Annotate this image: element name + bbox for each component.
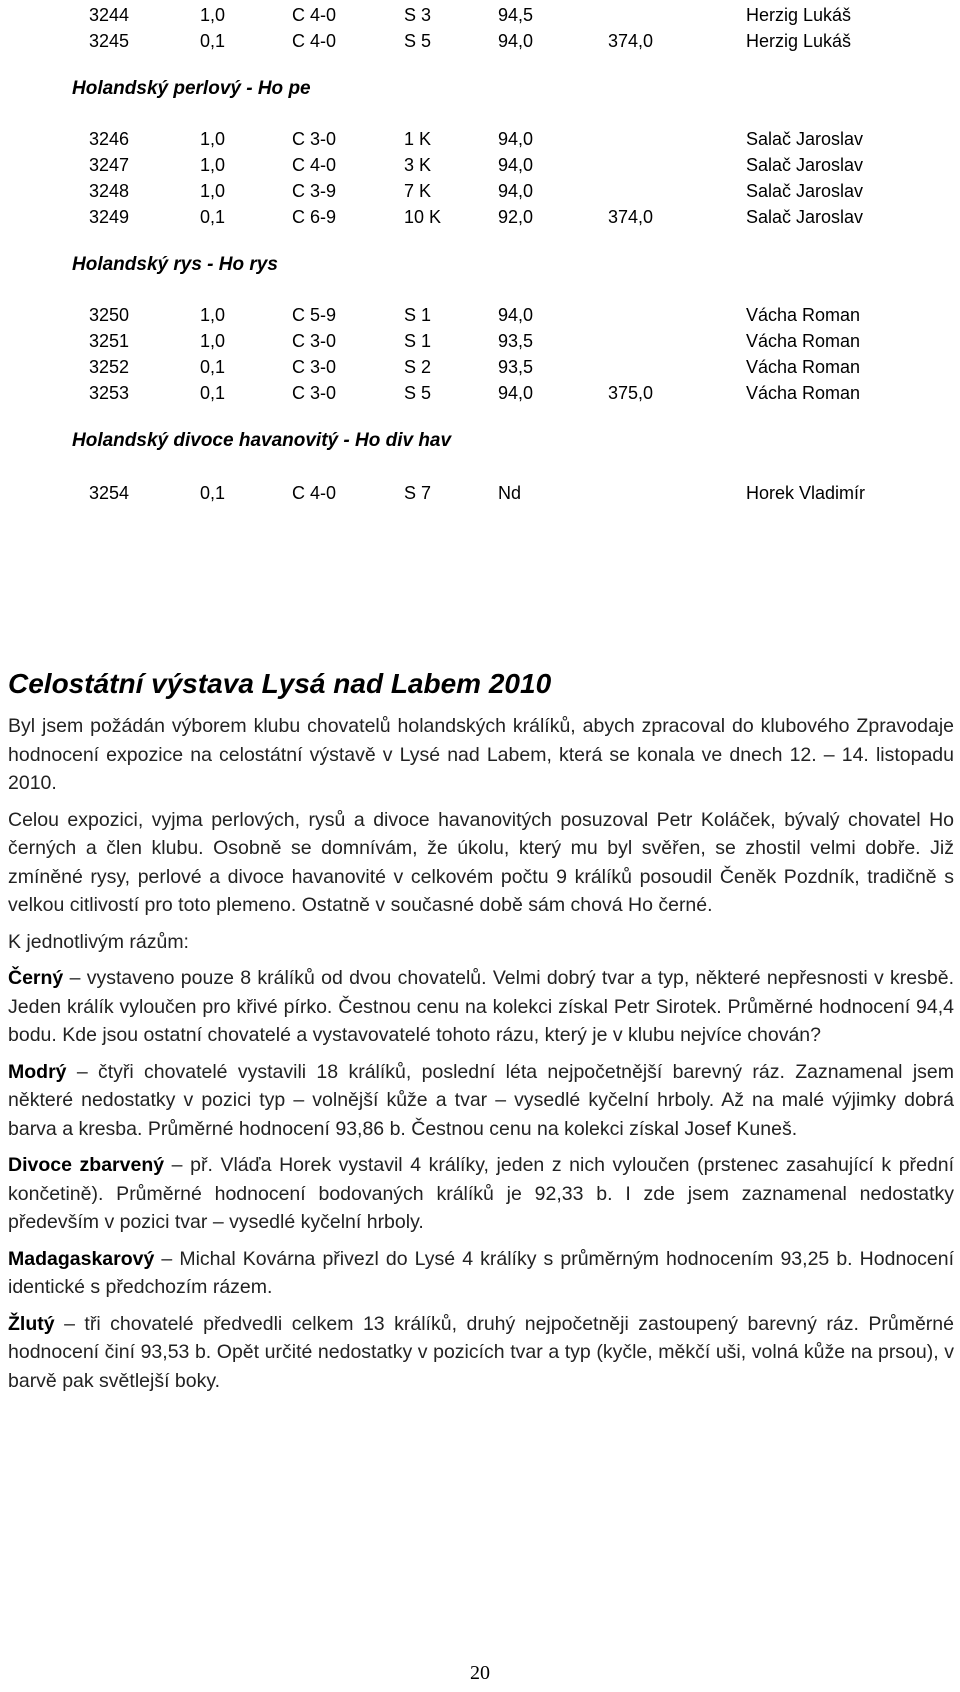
cell-score: 94,0 bbox=[498, 181, 534, 201]
table-row bbox=[0, 204, 960, 230]
article-paragraph bbox=[8, 1310, 954, 1396]
cell-sex: 0,1 bbox=[200, 31, 226, 51]
article-paragraph bbox=[8, 1151, 954, 1237]
cell-collection-total: 374,0 bbox=[608, 31, 654, 51]
cell-score: 94,5 bbox=[498, 5, 534, 25]
cell-sex: 0,1 bbox=[200, 207, 226, 227]
cell-entry-number: 3245 bbox=[89, 31, 130, 51]
table-row bbox=[0, 28, 960, 54]
paragraph-text: Byl jsem požádán výborem klubu chovatelů holandských králíků, abych zpracoval do klubového Zpravodaje hodnocení expozice na celostátní výstavě v Lysé nad Labem, která se konala ve dnech 12. – 14. listopadu 2010. bbox=[8, 715, 954, 794]
cell-ring: C 4-0 bbox=[292, 5, 337, 25]
cell-ring: C 3-0 bbox=[292, 383, 337, 403]
article-paragraph bbox=[8, 964, 954, 1050]
breed-heading bbox=[0, 76, 960, 102]
cell-ring: C 3-9 bbox=[292, 181, 337, 201]
breed-heading bbox=[0, 428, 960, 454]
cell-entry-number: 3249 bbox=[89, 207, 130, 227]
cell-entry-number: 3248 bbox=[89, 181, 130, 201]
cell-score: 93,5 bbox=[498, 357, 534, 377]
cell-breeder: Salač Jaroslav bbox=[746, 155, 864, 175]
paragraph-lead: Madagaskarový bbox=[8, 1247, 155, 1270]
cell-score: 94,0 bbox=[498, 383, 534, 403]
article-paragraph bbox=[8, 1058, 954, 1144]
cell-entry-number: 3246 bbox=[89, 129, 130, 149]
cell-ring: C 3-0 bbox=[292, 357, 337, 377]
cell-ring: C 3-0 bbox=[292, 129, 337, 149]
cell-entry-number: 3250 bbox=[89, 305, 130, 325]
cell-sex: 1,0 bbox=[200, 129, 226, 149]
cell-entry-number: 3252 bbox=[89, 357, 130, 377]
cell-breeder: Vácha Roman bbox=[746, 357, 861, 377]
breed-heading bbox=[0, 252, 960, 278]
cell-sex: 0,1 bbox=[200, 483, 226, 503]
cell-sex: 0,1 bbox=[200, 383, 226, 403]
paragraph-text: – čtyři chovatelé vystavili 18 králíků, poslední léta nejpočetnější barevný ráz. Zaznamenal jsem některé nedostatky v pozici typ – volnější kůže a tvar – vysedlé kyčelní hrboly. Až na malé výjimky dobrá barva a kresba. Průměrné hodnocení 93,86 b. Čestnou cenu na kolekci získal Josef Kuneš. bbox=[8, 1060, 954, 1140]
cell-sex: 1,0 bbox=[200, 181, 226, 201]
cell-breeder: Salač Jaroslav bbox=[746, 207, 864, 227]
cell-breeder: Herzig Lukáš bbox=[746, 5, 852, 25]
cell-collection-total: 374,0 bbox=[608, 207, 654, 227]
cell-entry-number: 3247 bbox=[89, 155, 130, 175]
cell-score: 93,5 bbox=[498, 331, 534, 351]
table-row bbox=[0, 178, 960, 204]
cell-sex: 1,0 bbox=[200, 305, 226, 325]
table-row bbox=[0, 354, 960, 380]
article-paragraph bbox=[8, 712, 954, 798]
cell-ring: C 4-0 bbox=[292, 483, 337, 503]
cell-score: 92,0 bbox=[498, 207, 534, 227]
table-row bbox=[0, 380, 960, 406]
cell-score: 94,0 bbox=[498, 155, 534, 175]
article-paragraph bbox=[8, 806, 954, 920]
table-row bbox=[0, 152, 960, 178]
cell-collection-total: 375,0 bbox=[608, 383, 654, 403]
article-paragraph bbox=[8, 1245, 954, 1302]
table-row bbox=[0, 480, 960, 506]
cell-ring: C 3-0 bbox=[292, 331, 337, 351]
cell-cage: S 1 bbox=[404, 305, 432, 325]
article-paragraph bbox=[8, 928, 954, 957]
cell-cage: 10 K bbox=[404, 207, 442, 227]
cell-score: 94,0 bbox=[498, 31, 534, 51]
article bbox=[8, 666, 954, 1403]
breed-heading-text: Holandský divoce havanovitý - Ho div hav bbox=[72, 430, 452, 451]
paragraph-lead: Černý bbox=[8, 967, 64, 989]
table-row bbox=[0, 302, 960, 328]
breed-heading-text: Holandský rys - Ho rys bbox=[72, 254, 278, 275]
cell-breeder: Salač Jaroslav bbox=[746, 129, 864, 149]
cell-ring: C 5-9 bbox=[292, 305, 337, 325]
cell-cage: S 2 bbox=[404, 357, 432, 377]
cell-breeder: Herzig Lukáš bbox=[746, 31, 852, 51]
article-title: Celostátní výstava Lysá nad Labem 2010 bbox=[8, 668, 552, 699]
cell-score: 94,0 bbox=[498, 305, 534, 325]
cell-entry-number: 3244 bbox=[89, 5, 130, 25]
cell-entry-number: 3253 bbox=[89, 383, 130, 403]
cell-entry-number: 3251 bbox=[89, 331, 130, 351]
cell-score: Nd bbox=[498, 483, 522, 503]
table-row bbox=[0, 126, 960, 152]
paragraph-lead: Modrý bbox=[8, 1060, 67, 1083]
cell-breeder: Vácha Roman bbox=[746, 305, 861, 325]
cell-entry-number: 3254 bbox=[89, 483, 130, 503]
table-row bbox=[0, 328, 960, 354]
paragraph-text: K jednotlivým rázům: bbox=[8, 930, 189, 953]
cell-sex: 1,0 bbox=[200, 331, 226, 351]
cell-ring: C 4-0 bbox=[292, 155, 337, 175]
cell-breeder: Vácha Roman bbox=[746, 331, 861, 351]
cell-cage: S 5 bbox=[404, 31, 432, 51]
cell-ring: C 6-9 bbox=[292, 207, 337, 227]
cell-sex: 1,0 bbox=[200, 155, 226, 175]
cell-cage: S 3 bbox=[404, 5, 432, 25]
article-body bbox=[8, 712, 954, 1395]
cell-breeder: Vácha Roman bbox=[746, 383, 861, 403]
paragraph-text: – př. Vláďa Horek vystavil 4 králíky, jeden z nich vyloučen (prstenec zasahující k přední končetině). Průměrné hodnocení bodovaných králíků je 92,33 b. I zde jsem zaznamenal nedostatky především v pozici tvar – vysedlé kyčelní hrboly. bbox=[8, 1154, 955, 1233]
cell-cage: 7 K bbox=[404, 181, 432, 201]
breed-heading-text: Holandský perlový - Ho pe bbox=[72, 78, 311, 99]
cell-cage: 1 K bbox=[404, 129, 432, 149]
paragraph-lead: Žlutý bbox=[8, 1312, 55, 1335]
cell-score: 94,0 bbox=[498, 129, 534, 149]
paragraph-text: – tři chovatelé předvedli celkem 13 králíků, druhý nejpočetněji zastoupený barevný ráz. Průměrné hodnocení činí 93,53 b. Opět určité nedostatky v pozicích tvar a typ (kyčle, měkčí uši, volná kůže na prsou), v barvě pak světlejší boky. bbox=[8, 1312, 954, 1392]
paragraph-text: Celou expozici, vyjma perlových, rysů a divoce havanovitých posuzoval Petr Koláček, bývalý chovatel Ho černých a člen klubu. Osobně se domnívám, že úkolu, který mu byl svěřen, se zhostil velmi dobře. Již zmíněné rysy, perlové a divoce havanovité v celkovém počtu 9 králíků posoudil Čeněk Pozdník, tradičně s velkou citlivostí pro toto plemeno. Ostatně v současné době sám chová Ho černé. bbox=[8, 808, 954, 916]
cell-cage: S 1 bbox=[404, 331, 432, 351]
cell-ring: C 4-0 bbox=[292, 31, 337, 51]
cell-sex: 0,1 bbox=[200, 357, 226, 377]
cell-cage: S 7 bbox=[404, 483, 432, 503]
table-row bbox=[0, 2, 960, 28]
cell-cage: S 5 bbox=[404, 383, 432, 403]
cell-breeder: Horek Vladimír bbox=[746, 483, 866, 503]
paragraph-text: – vystaveno pouze 8 králíků od dvou chovatelů. Velmi dobrý tvar a typ, některé nepřesnosti v kresbě. Jeden králík vyloučen pro křivé pírko. Čestnou cenu na kolekci získal Petr Sirotek. Průměrné hodnocení 94,4 bodu. Kde jsou ostatní chovatelé a vystavovatelé tohoto rázu, který je v klubu nejvíce chován? bbox=[8, 967, 954, 1046]
cell-cage: 3 K bbox=[404, 155, 432, 175]
cell-breeder: Salač Jaroslav bbox=[746, 181, 864, 201]
paragraph-lead: Divoce zbarvený bbox=[8, 1154, 165, 1176]
cell-sex: 1,0 bbox=[200, 5, 226, 25]
page-number: 20 bbox=[470, 1662, 490, 1684]
paragraph-text: – Michal Kovárna přivezl do Lysé 4 králíky s průměrným hodnocením 93,25 b. Hodnocení identické s předchozím rázem. bbox=[8, 1247, 954, 1298]
